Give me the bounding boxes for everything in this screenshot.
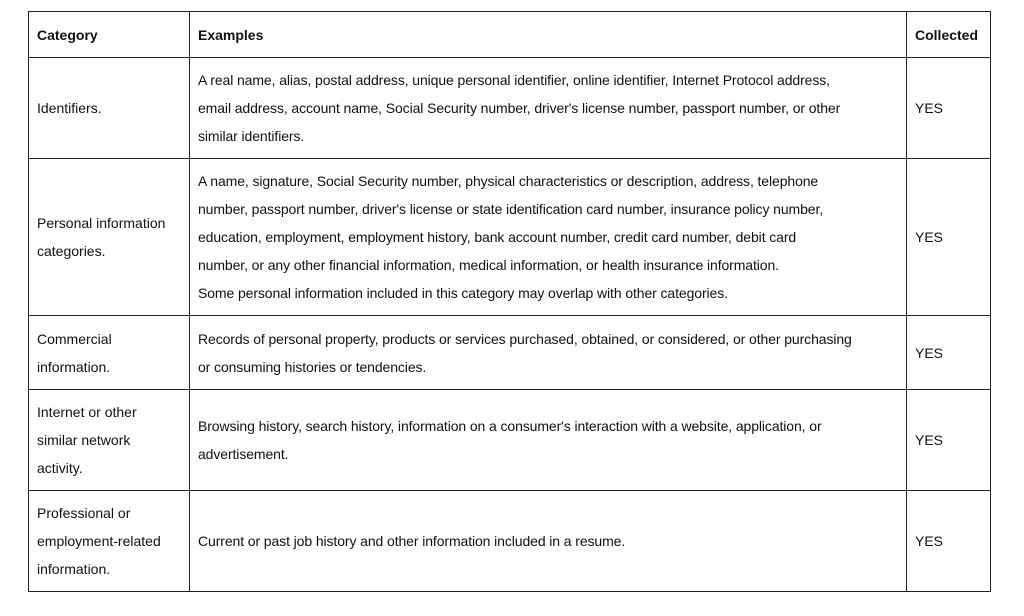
table-row bbox=[29, 390, 991, 491]
cell-collected: YES bbox=[907, 390, 991, 491]
table-header-row bbox=[29, 12, 991, 58]
table-row bbox=[29, 159, 991, 316]
table-row bbox=[29, 491, 991, 592]
table-row bbox=[29, 58, 991, 159]
header-examples: Examples bbox=[190, 12, 907, 58]
cell-collected: YES bbox=[907, 491, 991, 592]
cell-collected: YES bbox=[907, 159, 991, 316]
cell-collected: YES bbox=[907, 316, 991, 390]
cell-category: Personal information categories. bbox=[29, 159, 190, 316]
cell-category: Identifiers. bbox=[29, 58, 190, 159]
data-categories-table-container bbox=[28, 11, 990, 592]
header-collected: Collected bbox=[907, 12, 991, 58]
cell-category: Professional or employment-related information. bbox=[29, 491, 190, 592]
cell-category: Internet or other similar network activity. bbox=[29, 390, 190, 491]
cell-category: Commercial information. bbox=[29, 316, 190, 390]
cell-examples: Browsing history, search history, information on a consumer's interaction with a website, application, or advertisement. bbox=[190, 390, 907, 491]
cell-examples: A real name, alias, postal address, unique personal identifier, online identifier, Internet Protocol address, email address, account name, Social Security number, driver's license number, passport number, or other similar identifiers. bbox=[190, 58, 907, 159]
cell-examples: Records of personal property, products or services purchased, obtained, or considered, or other purchasing or consuming histories or tendencies. bbox=[190, 316, 907, 390]
cell-examples: Current or past job history and other information included in a resume. bbox=[190, 491, 907, 592]
data-categories-table bbox=[28, 11, 991, 592]
cell-collected: YES bbox=[907, 58, 991, 159]
cell-examples: A name, signature, Social Security number, physical characteristics or description, address, telephone number, passport number, driver's license or state identification card number, insurance policy number, education, employment, employment history, bank account number, credit card number, debit card number, or any other financial information, medical information, or health insurance information. Some personal information included in this category may overlap with other categories. bbox=[190, 159, 907, 316]
header-category: Category bbox=[29, 12, 190, 58]
table-row bbox=[29, 316, 991, 390]
